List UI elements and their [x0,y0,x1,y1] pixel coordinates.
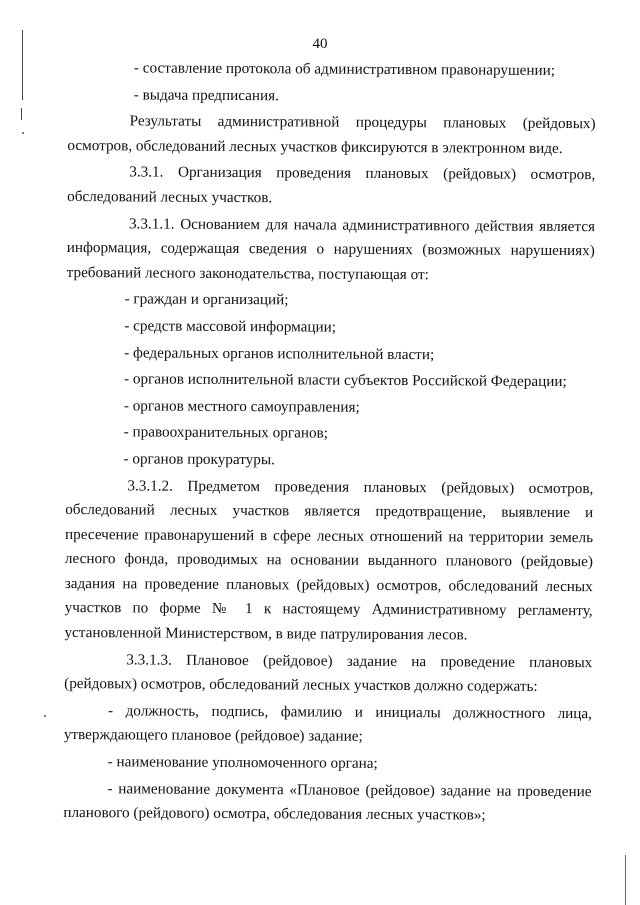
paragraph: Результаты административной процедуры плановых (рейдовых) осмотров, обследований лесных участков фиксируются в электронном виде. [67,112,596,157]
list-item: - органов исполнительной власти субъектов Российской Федерации; [123,370,567,391]
scan-dot [22,132,24,134]
list-item: - составление протокола об административном правонарушении; [133,59,556,79]
list-item: - должность, подпись, фамилию и инициалы должностного лица, утверждающего плановое (рейдовое) задание; [63,702,593,746]
scan-edge-mark [21,108,22,120]
section-heading: 3.3.1. Организация проведения плановых (рейдовых) осмотров, обследований лесных участков. [67,163,596,207]
list-item: - выдача предписания. [133,85,280,104]
paragraph: 3.3.1.2. Предметом проведения плановых (рейдовых) осмотров, обследований лесных участков является предотвращение, выявление и пресечение правонарушений в сфере лесных отношений на территории земель лесного фонда, проводимых на основании выданного планового (рейдовые) задания на проведение плановых (рейдовых) осмотров, обследований лесных участков по форме № 1 к настоящему Административному регламенту, установленной Министерством, в виде патрулирования лесов. [64,476,594,644]
page-number: 40 [312,36,328,52]
paragraph: 3.3.1.3. Плановое (рейдовое) задание на проведение плановых (рейдовых) осмотров, обследований лесных участков должно содержать: [64,651,593,696]
scan-edge-mark [625,855,626,905]
list-item: - федеральных органов исполнительной власти; [124,343,435,363]
list-item: - средств массовой информации; [124,317,337,336]
list-item: - органов местного самоуправления; [123,397,360,416]
list-item: - наименование документа «Плановое (рейдовое) задание на проведение планового (рейдового) осмотра, обследования лесных участков»; [63,779,592,824]
scan-dot [44,715,46,717]
list-item: - наименование уполномоченного органа; [107,753,378,772]
paragraph: 3.3.1.1. Основанием для начала административного действия является информация, содержащая сведения о нарушениях (возможных нарушениях) требований лесного законодательства, поступающая от: [66,214,596,283]
document-body [63,56,596,831]
list-item: - органов прокуратуры. [123,450,275,469]
list-item: - граждан и организаций; [124,290,289,309]
list-item: - правоохранительных органов; [123,423,329,442]
